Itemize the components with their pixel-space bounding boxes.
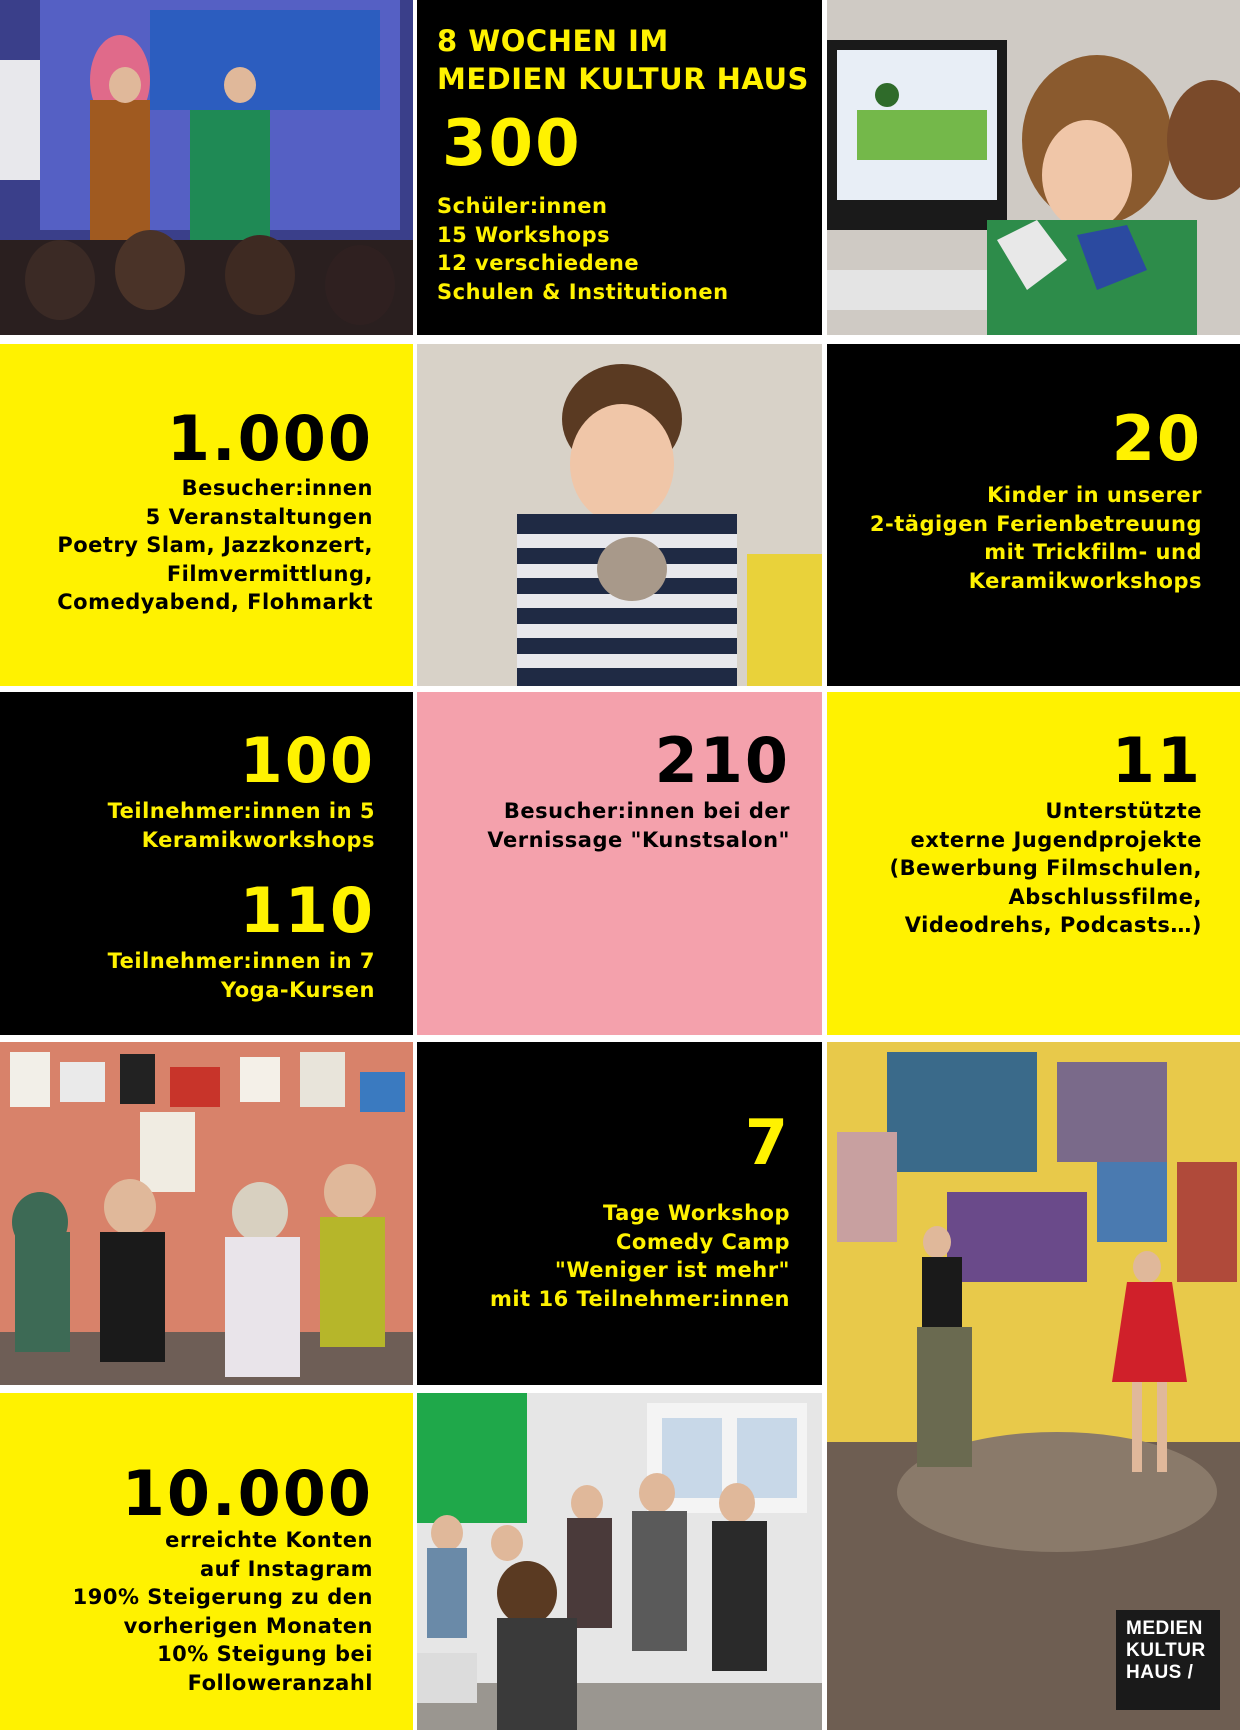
photo-pottery-child (417, 344, 822, 686)
description-line: erreichte Konten (165, 1528, 373, 1552)
keramik-description (108, 797, 375, 854)
logo-line: HAUS / (1126, 1662, 1194, 1683)
description-line: 12 verschiedene (437, 251, 640, 275)
description-line: 2-tägigen Ferienbetreuung (869, 511, 1202, 536)
description-line: Tage Workshop (603, 1201, 790, 1225)
stats-schueler-tile (417, 0, 822, 335)
vernissage-number: 210 (654, 724, 790, 797)
description-line: 15 Workshops (437, 222, 611, 247)
stats-vernissage-tile (417, 692, 822, 1035)
description-line: Kinder in unserer (987, 483, 1202, 507)
description-line: Comedyabend, Flohmarkt (57, 590, 373, 614)
description-line: Abschlussfilme, (1008, 884, 1202, 909)
description-line: Followeranzahl (187, 1670, 373, 1695)
description-line: Yoga-Kursen (220, 977, 375, 1002)
photo-animation-computer (827, 0, 1240, 335)
kinder-number: 20 (1111, 402, 1202, 475)
description-line: Schüler:innen (437, 194, 608, 218)
description-line: Keramikworkshops (141, 827, 375, 852)
jugend-number: 11 (1111, 724, 1202, 797)
photo-workshop-group (417, 1393, 822, 1730)
description-line: Teilnehmer:innen in 5 (107, 799, 375, 823)
description-line: Poetry Slam, Jazzkonzert, (57, 533, 373, 557)
comedy-number: 7 (744, 1106, 790, 1179)
description-line: Schulen & Institutionen (437, 279, 729, 304)
stats-instagram-tile (0, 1393, 413, 1730)
schueler-description (437, 192, 729, 306)
logo-line: MEDIEN (1126, 1618, 1203, 1639)
description-line: 10% Steigung bei (157, 1642, 373, 1666)
besucher-number: 1.000 (166, 402, 373, 475)
description-line: Teilnehmer:innen in 7 (107, 949, 375, 973)
yoga-description (108, 947, 375, 1004)
description-line: Keramikworkshops (968, 568, 1202, 593)
description-line: 190% Steigerung zu den (72, 1585, 373, 1609)
instagram-number: 10.000 (121, 1457, 373, 1530)
photo-gallery-visitors (0, 1042, 413, 1385)
besucher-description (57, 474, 373, 617)
description-line: externe Jugendprojekte (910, 827, 1202, 852)
photo-poetry-slam (0, 0, 413, 335)
yoga-number: 110 (239, 874, 375, 947)
instagram-description (73, 1526, 373, 1697)
photo-dance-performance (827, 1042, 1240, 1730)
intro-title (437, 22, 809, 98)
description-line: mit Trickfilm- und (984, 540, 1202, 564)
stats-jugend-tile (827, 692, 1240, 1035)
description-line: auf Instagram (200, 1556, 373, 1581)
intro-title-line: 8 WOCHEN IM (437, 24, 669, 58)
keramik-number: 100 (239, 724, 375, 797)
stats-keramik-yoga-tile (0, 692, 413, 1035)
schueler-number: 300 (442, 107, 582, 181)
description-line: Besucher:innen bei der (503, 799, 790, 823)
description-line: Besucher:innen (181, 476, 373, 500)
description-line: Filmvermittlung, (166, 561, 373, 586)
description-line: "Weniger ist mehr" (554, 1258, 790, 1282)
intro-title-line: MEDIEN KULTUR HAUS (437, 62, 809, 96)
description-line: 5 Veranstaltungen (145, 504, 373, 529)
description-line: mit 16 Teilnehmer:innen (490, 1286, 790, 1311)
description-line: Comedy Camp (616, 1229, 790, 1254)
vernissage-description (487, 797, 790, 854)
jugend-description (890, 797, 1202, 940)
stats-comedy-tile (417, 1042, 822, 1385)
stats-besucher-tile (0, 344, 413, 686)
comedy-description (490, 1199, 790, 1313)
description-line: Vernissage "Kunstsalon" (487, 827, 790, 852)
description-line: Unterstützte (1045, 799, 1202, 823)
description-line: (Bewerbung Filmschulen, (889, 856, 1202, 880)
logo-line: KULTUR (1126, 1640, 1206, 1661)
stats-kinder-tile (827, 344, 1240, 686)
medien-kultur-haus-logo (1116, 1610, 1220, 1710)
description-line: vorherigen Monaten (123, 1613, 373, 1638)
description-line: Videodrehs, Podcasts…) (904, 913, 1202, 937)
kinder-description (870, 481, 1202, 595)
